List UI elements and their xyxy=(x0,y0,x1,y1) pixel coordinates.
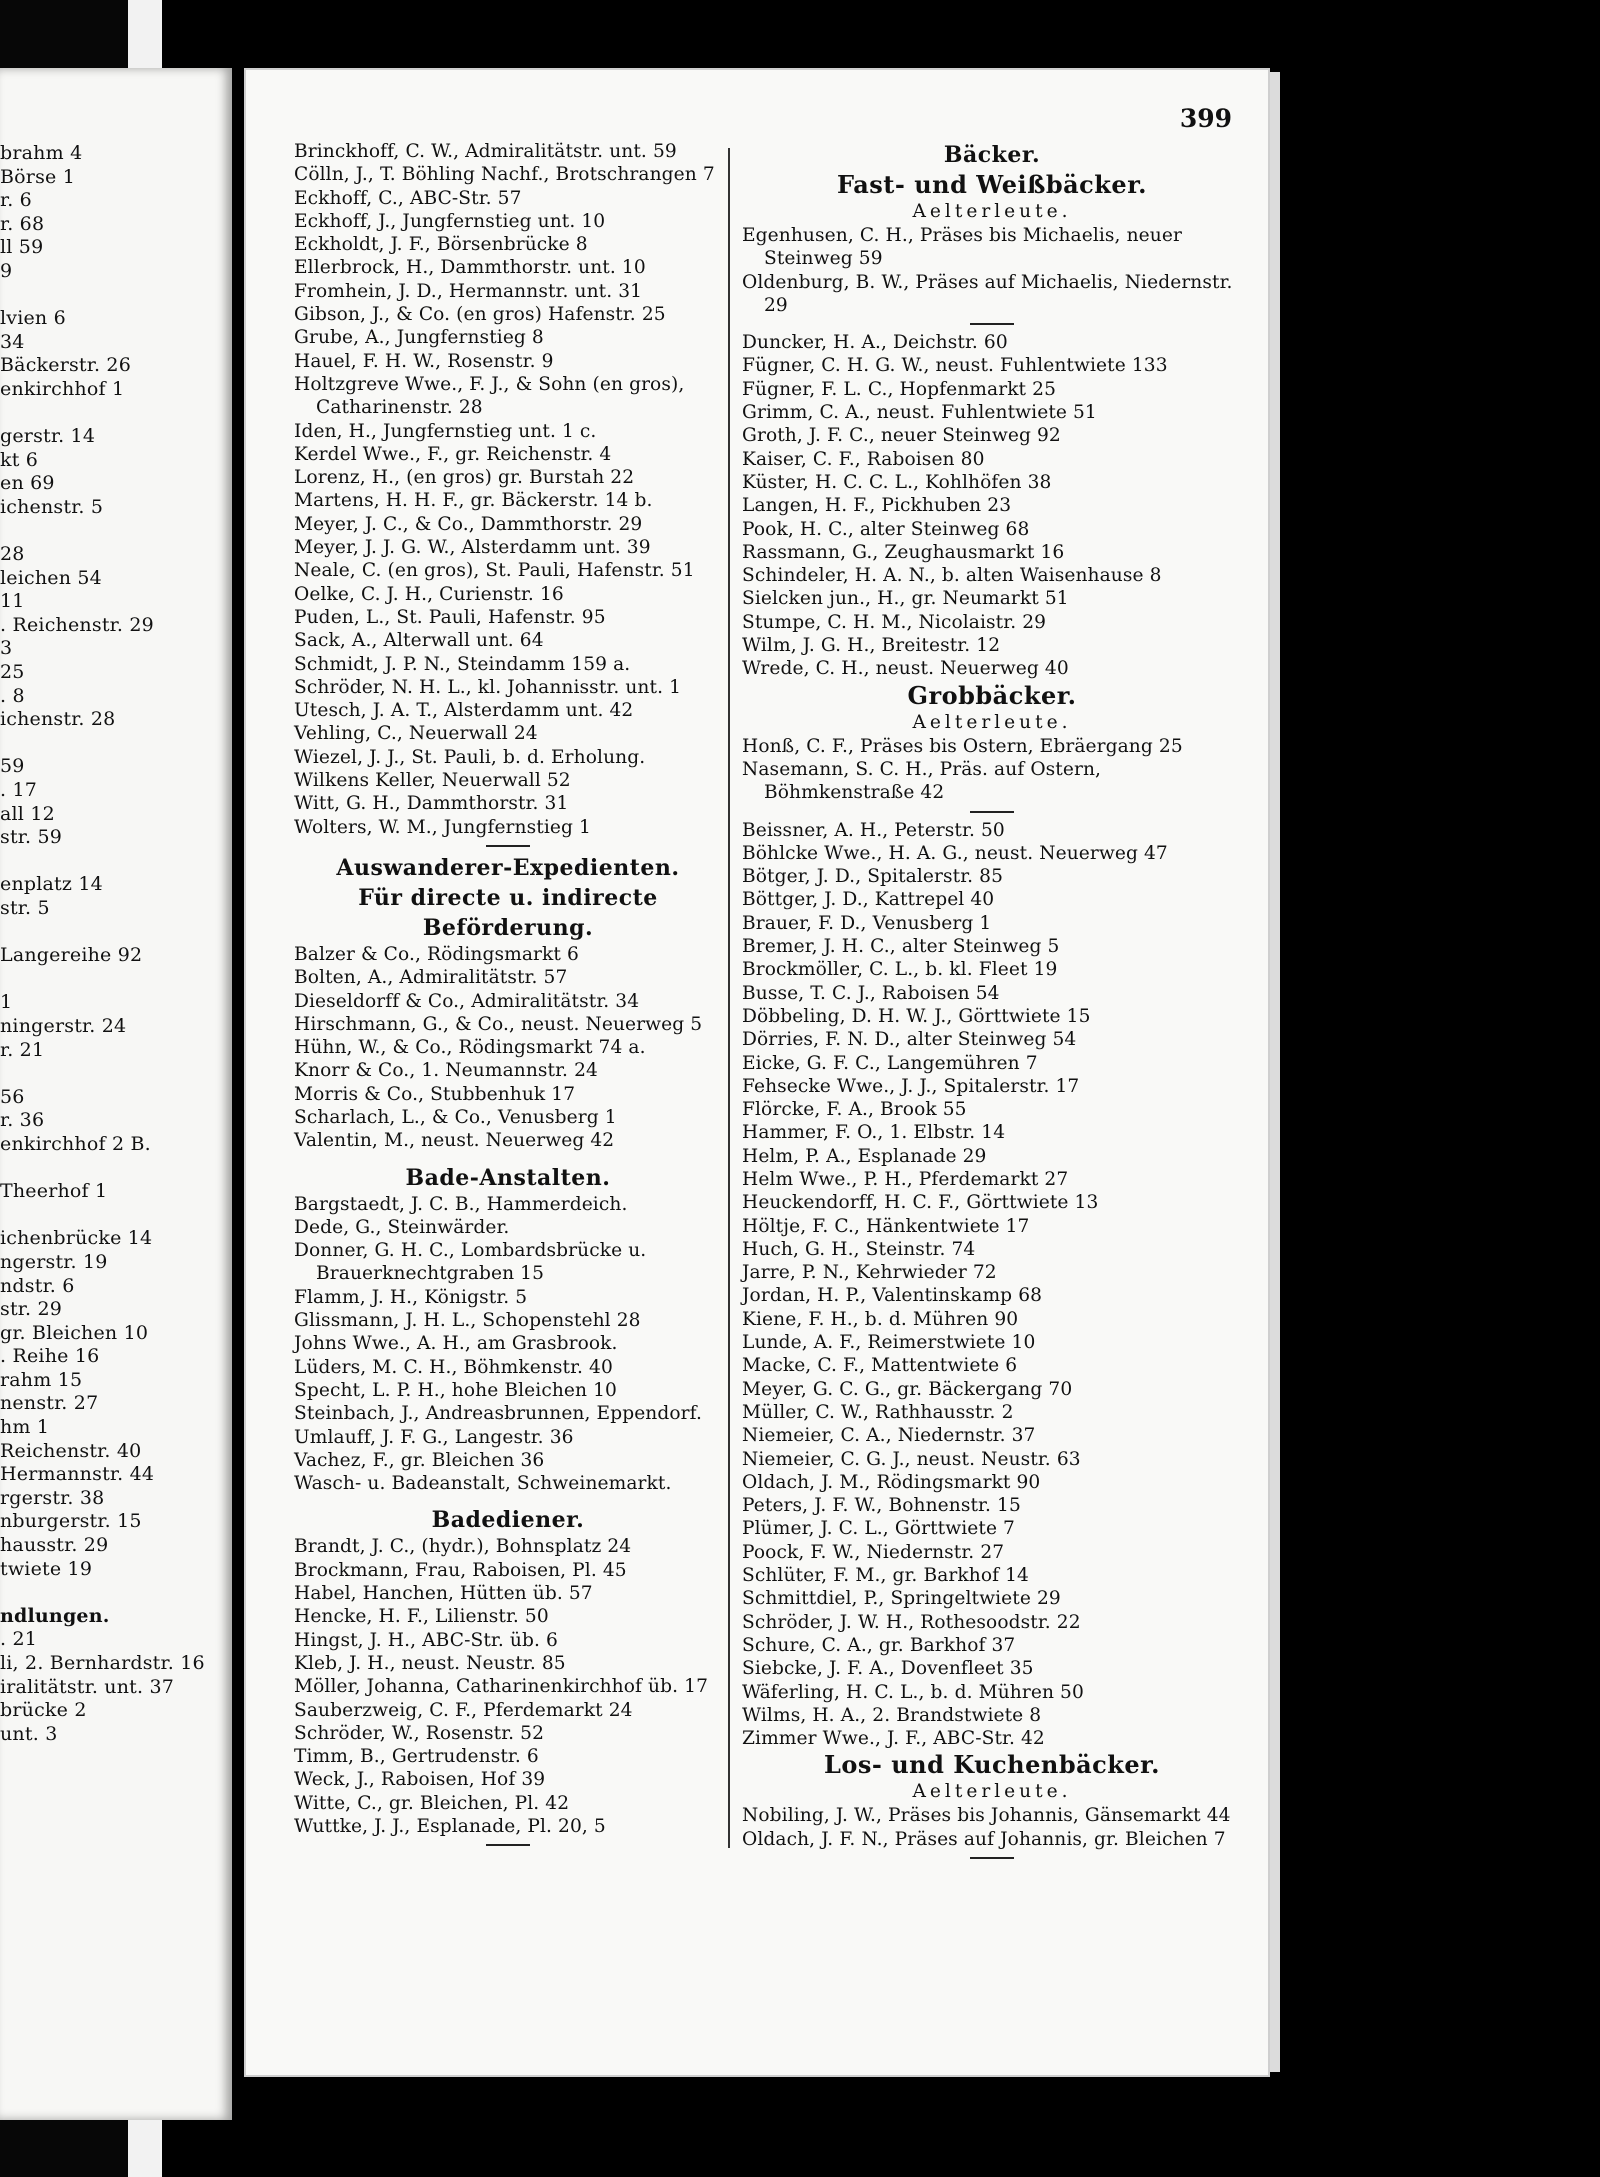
list-aelterleute-2 xyxy=(742,735,1242,805)
left-page-line: unt. 3 xyxy=(0,1722,58,1745)
list-item: Brauer, F. D., Venusberg 1 xyxy=(742,912,992,934)
section-rule xyxy=(970,811,1014,813)
list-aelterleute-1 xyxy=(742,224,1242,317)
list-item: Ellerbrock, H., Dammthorstr. unt. 10 xyxy=(294,257,646,279)
left-page-line: ngerstr. 19 xyxy=(0,1250,108,1273)
list-item: Döbbeling, D. H. W. J., Görttwiete 15 xyxy=(742,1005,1091,1027)
list-item: Honß, C. F., Präses bis Ostern, Ebräergang 25 xyxy=(742,735,1183,757)
left-page-line: kt 6 xyxy=(0,448,39,471)
left-page-line: all 12 xyxy=(0,802,55,825)
list-item: Eicke, G. F. C., Langemühren 7 xyxy=(742,1052,1038,1074)
list-item: Oldach, J. M., Rödingsmarkt 90 xyxy=(742,1471,1041,1493)
list-item: Witt, G. H., Dammthorstr. 31 xyxy=(294,793,569,815)
subheading-los-kuchenbaecker: Los- und Kuchenbäcker. xyxy=(824,1750,1160,1780)
list-item: Schröder, N. H. L., kl. Johannisstr. unt. 1 xyxy=(294,676,682,698)
left-page-line xyxy=(0,1157,232,1181)
list-item: Cölln, J., T. Böhling Nachf., Brotschrangen 7 xyxy=(294,164,715,186)
left-page-line xyxy=(0,968,232,992)
list-item: Beissner, A. H., Peterstr. 50 xyxy=(742,819,1005,841)
left-page-line xyxy=(0,850,232,874)
list-item: Wilkens Keller, Neuerwall 52 xyxy=(294,770,571,792)
list-item: Kleb, J. H., neust. Neustr. 85 xyxy=(294,1652,566,1674)
list-item: Vachez, F., gr. Bleichen 36 xyxy=(294,1449,545,1471)
section-rule xyxy=(486,845,530,847)
left-page-line: enkirchhof 2 B. xyxy=(0,1132,151,1155)
left-page-line: r. 68 xyxy=(0,212,45,235)
list-item: Duncker, H. A., Deichstr. 60 xyxy=(742,332,1008,354)
left-page-line xyxy=(0,732,232,756)
list-bade-anstalten xyxy=(294,1193,722,1496)
left-page-line: Börse 1 xyxy=(0,165,76,188)
list-item: Höltje, F. C., Hänkentwiete 17 xyxy=(742,1215,1030,1237)
list-item: Dede, G., Steinwärder. xyxy=(294,1216,510,1238)
list-item: Schure, C. A., gr. Barkhof 37 xyxy=(742,1634,1016,1656)
list-aelterleute-3 xyxy=(742,1804,1242,1851)
aelterleute-label-3: Aelterleute. xyxy=(912,1781,1072,1803)
page-edge xyxy=(1268,72,1280,2072)
left-page-line: hm 1 xyxy=(0,1416,50,1439)
list-item: Helm, P. A., Esplanade 29 xyxy=(742,1145,987,1167)
left-page-line xyxy=(0,1204,232,1228)
left-page-line: 9 xyxy=(0,259,13,282)
list-item: Brockmöller, C. L., b. kl. Fleet 19 xyxy=(742,959,1058,981)
list-item: Heuckendorff, H. C. F., Görttwiete 13 xyxy=(742,1192,1099,1214)
left-page-line: enplatz 14 xyxy=(0,873,103,896)
list-item: Valentin, M., neust. Neuerweg 42 xyxy=(294,1130,615,1152)
left-page-line: . 21 xyxy=(0,1628,38,1651)
section-rule xyxy=(970,323,1014,325)
left-page xyxy=(0,68,232,2120)
left-page-line: str. 59 xyxy=(0,826,63,849)
left-page-line: brahm 4 xyxy=(0,142,83,164)
list-item: Kiene, F. H., b. d. Mühren 90 xyxy=(742,1308,1019,1330)
list-item: Macke, C. F., Mattentwiete 6 xyxy=(742,1355,1018,1377)
column-divider xyxy=(728,148,730,1848)
list-item: Wäferling, H. C. L., b. d. Mühren 50 xyxy=(742,1681,1084,1703)
list-item: Meyer, G. C. G., gr. Bäckergang 70 xyxy=(742,1378,1073,1400)
list-item: Niemeier, C. A., Niedernstr. 37 xyxy=(742,1425,1036,1447)
list-fast-weissbaecker xyxy=(742,331,1242,680)
list-item: Langen, H. F., Pickhuben 23 xyxy=(742,495,1012,517)
list-item: Fromhein, J. D., Hermannstr. unt. 31 xyxy=(294,280,643,302)
list-item: Rassmann, G., Zeughausmarkt 16 xyxy=(742,541,1065,563)
list-item: Hühn, W., & Co., Rödingsmarkt 74 a. xyxy=(294,1037,646,1059)
list-item: Plümer, J. C. L., Görttwiete 7 xyxy=(742,1518,1015,1540)
list-item: Jordan, H. P., Valentinskamp 68 xyxy=(742,1285,1043,1307)
list-item: Utesch, J. A. T., Alsterdamm unt. 42 xyxy=(294,700,634,722)
list-item: Donner, G. H. C., Lombardsbrücke u. Brauerknechtgraben 15 xyxy=(294,1240,647,1285)
list-item: Hauel, F. H. W., Rosenstr. 9 xyxy=(294,350,554,372)
left-page-line: str. 5 xyxy=(0,897,50,919)
left-page-line: rgerstr. 38 xyxy=(0,1486,105,1509)
left-page-line: 34 xyxy=(0,330,25,353)
list-item: Wolters, W. M., Jungfernstieg 1 xyxy=(294,816,591,838)
list-item: Hencke, H. F., Lilienstr. 50 xyxy=(294,1606,549,1628)
list-item: Kaiser, C. F., Raboisen 80 xyxy=(742,448,985,470)
heading-bade-anstalten: Bade-Anstalten. xyxy=(405,1164,611,1191)
left-page-line: 11 xyxy=(0,590,25,613)
list-item: Schmidt, J. P. N., Steindamm 159 a. xyxy=(294,653,631,675)
list-item: Nobiling, J. W., Präses bis Johannis, Gänsemarkt 44 xyxy=(742,1805,1231,1827)
list-item: Puden, L., St. Pauli, Hafenstr. 95 xyxy=(294,606,606,628)
list-item: Nasemann, S. C. H., Präs. auf Ostern, Böhmkenstraße 42 xyxy=(742,758,1102,804)
list-item: Flamm, J. H., Königstr. 5 xyxy=(294,1286,528,1308)
left-page-line: rahm 15 xyxy=(0,1368,83,1391)
left-page-line: iralitätstr. unt. 37 xyxy=(0,1675,175,1698)
list-item: Iden, H., Jungfernstieg unt. 1 c. xyxy=(294,420,597,442)
list-item: Eckhoff, C., ABC-Str. 57 xyxy=(294,187,522,209)
list-item: Pook, H. C., alter Steinweg 68 xyxy=(742,518,1030,540)
list-item: Lunde, A. F., Reimerstwiete 10 xyxy=(742,1332,1036,1354)
list-item: Oldenburg, B. W., Präses auf Michaelis, Niedernstr. 29 xyxy=(742,271,1233,316)
list-item: Umlauff, J. F. G., Langestr. 36 xyxy=(294,1426,574,1448)
list-item: Specht, L. P. H., hohe Bleichen 10 xyxy=(294,1379,617,1401)
left-page-line: 59 xyxy=(0,755,25,778)
list-item: Meyer, J. C., & Co., Dammthorstr. 29 xyxy=(294,513,643,535)
list-item: Hingst, J. H., ABC-Str. üb. 6 xyxy=(294,1629,558,1651)
left-page-line: Reichenstr. 40 xyxy=(0,1439,142,1462)
left-page-line: brücke 2 xyxy=(0,1699,87,1722)
left-page-line: 56 xyxy=(0,1085,25,1108)
column-left xyxy=(294,140,722,1852)
list-item: Bremer, J. H. C., alter Steinweg 5 xyxy=(742,936,1060,958)
list-item: Grube, A., Jungfernstieg 8 xyxy=(294,327,544,349)
left-page-line: en 69 xyxy=(0,472,55,495)
list-badediener xyxy=(294,1535,722,1838)
list-item: Weck, J., Raboisen, Hof 39 xyxy=(294,1769,546,1791)
heading-badediener: Badediener. xyxy=(431,1507,585,1534)
list-item: Möller, Johanna, Catharinenkirchhof üb. 17 xyxy=(294,1676,709,1698)
left-page-line: r. 21 xyxy=(0,1038,45,1061)
list-item: Martens, H. H. F., gr. Bäckerstr. 14 b. xyxy=(294,490,653,512)
list-item: Schmittdiel, P., Springeltwiete 29 xyxy=(742,1588,1061,1610)
list-item: Glissmann, J. H. L., Schopenstehl 28 xyxy=(294,1310,641,1332)
section-rule xyxy=(970,1857,1014,1859)
list-item: Dieseldorff & Co., Admiralitätstr. 34 xyxy=(294,990,640,1012)
left-page-line: ll 59 xyxy=(0,236,44,259)
left-page-line: ichenstr. 28 xyxy=(0,708,116,731)
left-page-line xyxy=(0,402,232,426)
subheading-auswanderer: Für directe u. indirecte Beförderung. xyxy=(358,884,658,941)
list-item: Gibson, J., & Co. (en gros) Hafenstr. 25 xyxy=(294,304,666,326)
left-page-line: ichenstr. 5 xyxy=(0,495,104,518)
list-item: Zimmer Wwe., J. F., ABC-Str. 42 xyxy=(742,1728,1045,1750)
list-item: Kerdel Wwe., F., gr. Reichenstr. 4 xyxy=(294,443,612,465)
left-page-fragments xyxy=(0,142,232,1746)
list-item: Meyer, J. J. G. W., Alsterdamm unt. 39 xyxy=(294,537,651,559)
left-page-line xyxy=(0,284,232,308)
left-page-line: Bäckerstr. 26 xyxy=(0,354,132,377)
list-item: Poock, F. W., Niedernstr. 27 xyxy=(742,1541,1005,1563)
list-item: Lorenz, H., (en gros) gr. Burstah 22 xyxy=(294,467,635,489)
list-item: Bolten, A., Admiralitätstr. 57 xyxy=(294,967,568,989)
left-page-line: ichenbrücke 14 xyxy=(0,1227,153,1250)
left-page-line xyxy=(0,921,232,945)
list-item: Eckhoff, J., Jungfernstieg unt. 10 xyxy=(294,210,606,232)
list-item: Jarre, P. N., Kehrwieder 72 xyxy=(742,1262,997,1284)
list-item: Peters, J. F. W., Bohnenstr. 15 xyxy=(742,1495,1021,1517)
section-rule xyxy=(486,1844,530,1846)
list-item: Brockmann, Frau, Raboisen, Pl. 45 xyxy=(294,1559,627,1581)
list-item: Dörries, F. N. D., alter Steinweg 54 xyxy=(742,1029,1077,1051)
list-item: Küster, H. C. C. L., Kohlhöfen 38 xyxy=(742,471,1052,493)
list-item: Böttger, J. D., Kattrepel 40 xyxy=(742,889,995,911)
left-page-line: nenstr. 27 xyxy=(0,1392,99,1415)
list-item: Fügner, C. H. G. W., neust. Fuhlentwiete 133 xyxy=(742,355,1168,377)
list-item: Müller, C. W., Rathhausstr. 2 xyxy=(742,1401,1014,1423)
left-page-line xyxy=(0,520,232,544)
list-item: Morris & Co., Stubbenhuk 17 xyxy=(294,1083,576,1105)
left-page-line: r. 36 xyxy=(0,1109,45,1132)
subheading-grobbaecker: Grobbäcker. xyxy=(907,680,1077,710)
list-item: Schindeler, H. A. N., b. alten Waisenhause 8 xyxy=(742,565,1162,587)
list-item: Hammer, F. O., 1. Elbstr. 14 xyxy=(742,1122,1006,1144)
list-item: Schröder, W., Rosenstr. 52 xyxy=(294,1722,545,1744)
list-item: Wiezel, J. J., St. Pauli, b. d. Erholung. xyxy=(294,746,646,768)
left-page-line: enkirchhof 1 xyxy=(0,377,125,400)
list-item: Groth, J. F. C., neuer Steinweg 92 xyxy=(742,425,1061,447)
list-auswanderer xyxy=(294,943,722,1153)
list-item: Scharlach, L., & Co., Venusberg 1 xyxy=(294,1106,617,1128)
aelterleute-label-1: Aelterleute. xyxy=(912,201,1072,222)
left-page-line: . Reichenstr. 29 xyxy=(0,613,154,636)
left-page-line: li, 2. Bernhardstr. 16 xyxy=(0,1652,205,1674)
left-page-line: gerstr. 14 xyxy=(0,425,96,448)
list-item: Sielcken jun., H., gr. Neumarkt 51 xyxy=(742,588,1069,610)
left-page-line: str. 29 xyxy=(0,1298,63,1321)
list-item: Brandt, J. C., (hydr.), Bohnsplatz 24 xyxy=(294,1536,632,1558)
list-item: Timm, B., Gertrudenstr. 6 xyxy=(294,1746,539,1768)
right-page xyxy=(246,70,1268,2075)
list-item: Böhlcke Wwe., H. A. G., neust. Neuerweg 47 xyxy=(742,842,1168,864)
list-item: Hirschmann, G., & Co., neust. Neuerweg 5 xyxy=(294,1013,703,1035)
left-page-line xyxy=(0,1581,232,1605)
list-item: Schlüter, F. M., gr. Barkhof 14 xyxy=(742,1565,1029,1587)
list-item: Neale, C. (en gros), St. Pauli, Hafenstr. 51 xyxy=(294,560,695,582)
heading-auswanderer: Auswanderer-Expedienten. xyxy=(336,854,680,881)
list-item: Fehsecke Wwe., J. J., Spitalerstr. 17 xyxy=(742,1075,1080,1097)
heading-baecker: Bäcker. xyxy=(943,142,1041,168)
list-item: Grimm, C. A., neust. Fuhlentwiete 51 xyxy=(742,402,1097,424)
list-item: Wilm, J. G. H., Breitestr. 12 xyxy=(742,635,1001,657)
list-item: Wilms, H. A., 2. Brandstwiete 8 xyxy=(742,1704,1042,1726)
left-page-line: . 17 xyxy=(0,779,38,802)
left-page-line: 3 xyxy=(0,637,13,660)
list-item: Helm Wwe., P. H., Pferdemarkt 27 xyxy=(742,1168,1069,1190)
left-page-line: . Reihe 16 xyxy=(0,1345,100,1368)
list-item: Siebcke, J. F. A., Dovenfleet 35 xyxy=(742,1658,1034,1680)
list-item: Holtzgreve Wwe., F. J., & Sohn (en gros), Catharinenstr. 28 xyxy=(294,373,685,419)
list-item: Knorr & Co., 1. Neumannstr. 24 xyxy=(294,1060,598,1082)
left-page-line: Langereihe 92 xyxy=(0,944,143,967)
left-page-line xyxy=(0,1062,232,1086)
list-item: Stumpe, C. H. M., Nicolaistr. 29 xyxy=(742,611,1047,633)
list-item: Busse, T. C. J., Raboisen 54 xyxy=(742,982,1000,1004)
list-item: Oelke, C. J. H., Curienstr. 16 xyxy=(294,583,564,605)
list-item: Flörcke, F. A., Brook 55 xyxy=(742,1099,967,1121)
list-item: Huch, G. H., Steinstr. 74 xyxy=(742,1238,976,1260)
list-item: Bötger, J. D., Spitalerstr. 85 xyxy=(742,866,1004,888)
left-page-line: ndlungen. xyxy=(0,1604,110,1627)
left-page-line: 1 xyxy=(0,991,13,1014)
list-item: Wrede, C. H., neust. Neuerweg 40 xyxy=(742,658,1069,680)
list-item: Schröder, J. W. H., Rothesoodstr. 22 xyxy=(742,1611,1081,1633)
list-item: Bargstaedt, J. C. B., Hammerdeich. xyxy=(294,1193,628,1215)
list-item: Niemeier, C. G. J., neust. Neustr. 63 xyxy=(742,1448,1081,1470)
list-item: Steinbach, J., Andreasbrunnen, Eppendorf. xyxy=(294,1403,702,1425)
left-page-line: ningerstr. 24 xyxy=(0,1014,127,1037)
list-item: Balzer & Co., Rödingsmarkt 6 xyxy=(294,943,579,965)
column-right xyxy=(742,140,1242,1865)
subheading-fast-weissbaecker: Fast- und Weißbäcker. xyxy=(837,170,1147,199)
list-item: Habel, Hanchen, Hütten üb. 57 xyxy=(294,1583,593,1605)
left-page-line: hausstr. 29 xyxy=(0,1534,109,1557)
list-item: Wasch- u. Badeanstalt, Schweinemarkt. xyxy=(294,1473,672,1495)
aelterleute-label-2: Aelterleute. xyxy=(912,711,1072,733)
left-page-line: gr. Bleichen 10 xyxy=(0,1321,149,1344)
left-page-line: 25 xyxy=(0,661,25,684)
left-page-line: 28 xyxy=(0,543,25,566)
left-page-line: r. 6 xyxy=(0,189,32,212)
list-item: Sack, A., Alterwall unt. 64 xyxy=(294,630,544,652)
list-item: Sauberzweig, C. F., Pferdemarkt 24 xyxy=(294,1699,633,1721)
list-item: Johns Wwe., A. H., am Grasbrook. xyxy=(294,1333,618,1355)
list-entries-top xyxy=(294,140,722,839)
list-item: Wuttke, J. J., Esplanade, Pl. 20, 5 xyxy=(294,1816,606,1837)
list-item: Eckholdt, J. F., Börsenbrücke 8 xyxy=(294,234,588,256)
left-page-line: Hermannstr. 44 xyxy=(0,1463,155,1486)
left-page-line: lvien 6 xyxy=(0,307,66,330)
list-item: Fügner, F. L. C., Hopfenmarkt 25 xyxy=(742,378,1056,400)
page-number: 399 xyxy=(1179,104,1232,133)
left-page-line: . 8 xyxy=(0,684,25,707)
left-page-line: nburgerstr. 15 xyxy=(0,1510,142,1533)
left-page-line: Theerhof 1 xyxy=(0,1180,108,1203)
list-item: Vehling, C., Neuerwall 24 xyxy=(294,723,538,745)
left-page-line: ndstr. 6 xyxy=(0,1274,75,1297)
list-item: Lüders, M. C. H., Böhmkenstr. 40 xyxy=(294,1356,613,1378)
list-grobbaecker xyxy=(742,819,1242,1751)
list-item: Egenhusen, C. H., Präses bis Michaelis, neuer Steinweg 59 xyxy=(742,225,1182,270)
list-item: Oldach, J. F. N., Präses auf Johannis, gr. Bleichen 7 xyxy=(742,1828,1226,1850)
left-page-line: leichen 54 xyxy=(0,566,102,589)
list-item: Witte, C., gr. Bleichen, Pl. 42 xyxy=(294,1792,570,1814)
list-item: Brinckhoff, C. W., Admiralitätstr. unt. 59 xyxy=(294,141,677,162)
left-page-line: twiete 19 xyxy=(0,1557,93,1580)
